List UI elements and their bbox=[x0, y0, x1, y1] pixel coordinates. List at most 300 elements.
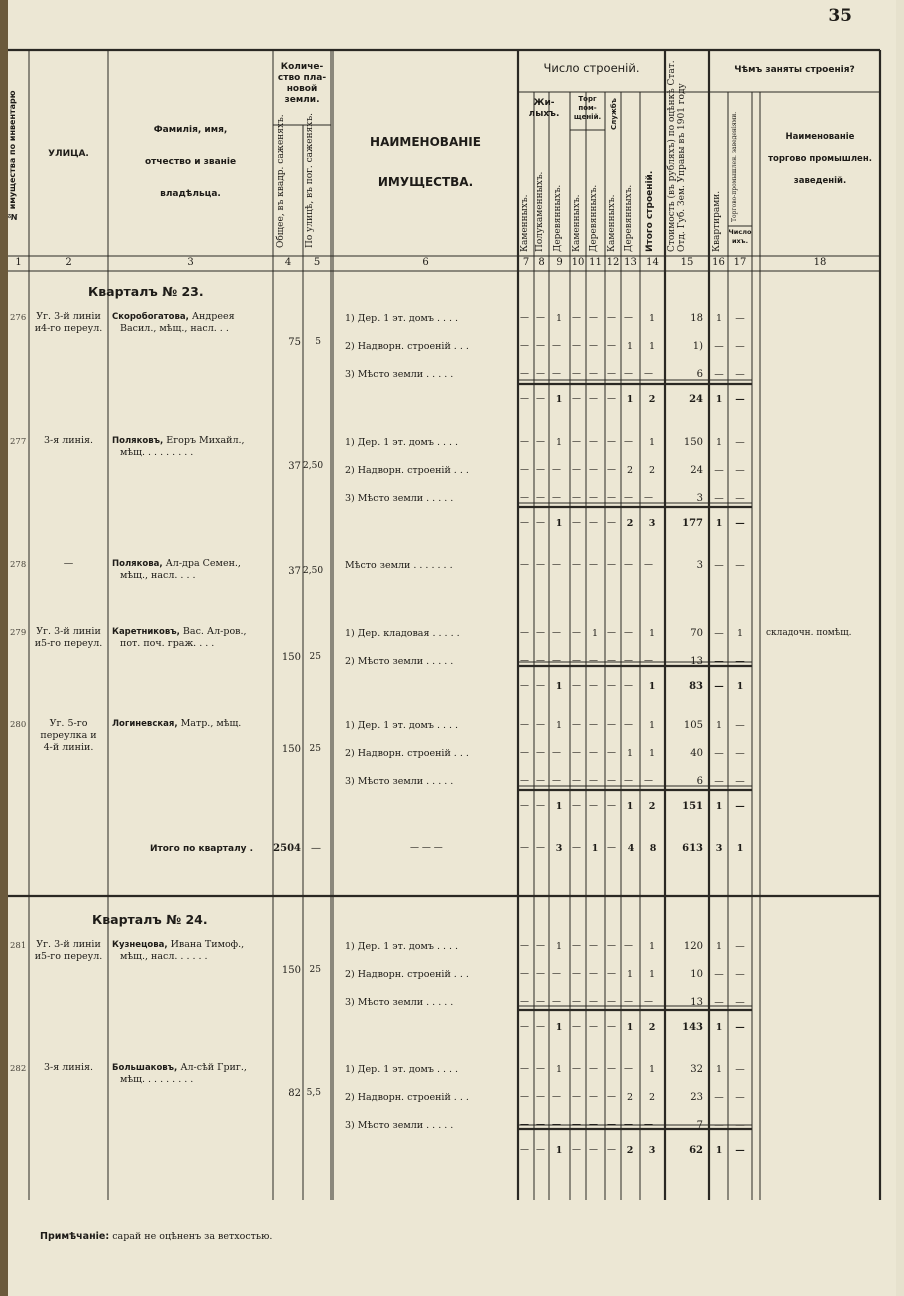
street-header: УЛИЦА. bbox=[48, 149, 89, 159]
col-number: 13 bbox=[624, 257, 637, 268]
property-item: 2) Надворн. строеній . . . bbox=[345, 969, 469, 980]
subtotal-wooden: 1 bbox=[555, 1022, 563, 1033]
cell-dash: — bbox=[589, 493, 598, 503]
street-frontage: 25 bbox=[309, 965, 321, 975]
cell-value: 10 bbox=[690, 969, 703, 980]
cell-dash: — bbox=[607, 628, 616, 638]
property-item: 2) Надворн. строеній . . . bbox=[345, 465, 469, 476]
trade-estab-header: Торгово-промышлен. заведеніями. bbox=[731, 111, 738, 222]
cell-value: 7 bbox=[696, 1120, 703, 1131]
subtotal-trade-count: — bbox=[735, 1022, 745, 1033]
cell-trade-count: — bbox=[735, 656, 745, 667]
cell-dash: — bbox=[536, 969, 545, 979]
cell-dash: — bbox=[536, 656, 545, 666]
cell-apartments: — bbox=[714, 465, 724, 476]
cell-apartments: — bbox=[714, 776, 724, 787]
cell-value: 3 bbox=[696, 560, 703, 571]
street-name: Уг. 3-й линіи и5-го переул. bbox=[34, 939, 103, 962]
cell-value: 6 bbox=[696, 369, 703, 380]
land-area: 75 bbox=[288, 337, 301, 348]
cell-dash: — bbox=[624, 437, 633, 447]
cell-dash: — bbox=[552, 1092, 561, 1102]
subtotal-dash: — bbox=[589, 681, 598, 691]
cell-wooden: 1 bbox=[555, 720, 563, 731]
cell-dash: — bbox=[572, 656, 581, 666]
subtotal-dash: — bbox=[624, 681, 633, 691]
col-number: 7 bbox=[522, 257, 530, 268]
cell-dash: — bbox=[520, 560, 529, 570]
cell-dash: — bbox=[552, 997, 561, 1007]
land-area: 150 bbox=[281, 652, 301, 663]
cell-dash: — bbox=[520, 313, 529, 323]
subtotal-total: 3 bbox=[648, 518, 656, 529]
cell-dash: — bbox=[607, 313, 616, 323]
cell-value: 13 bbox=[690, 656, 703, 667]
cell-dash: — bbox=[624, 776, 633, 786]
cell-dash: — bbox=[520, 776, 529, 786]
cell-dash: — bbox=[552, 493, 561, 503]
cell-apartments: 1 bbox=[715, 313, 723, 324]
quarter-total-dash: — bbox=[536, 843, 545, 853]
cell-trade-count: — bbox=[735, 493, 745, 504]
cell-dash: — bbox=[589, 465, 598, 475]
cell-trade-count: — bbox=[735, 776, 745, 787]
cell-dash: — bbox=[644, 369, 653, 379]
col-halfstone-header: Полукаменныхъ. bbox=[535, 171, 545, 252]
cell-value: 3 bbox=[696, 493, 703, 504]
cell-trade-count: — bbox=[735, 465, 745, 476]
cell-dash: — bbox=[607, 720, 616, 730]
street-frontage: 25 bbox=[309, 744, 321, 754]
cell-trade-count: — bbox=[735, 997, 745, 1008]
subtotal-value: 151 bbox=[682, 801, 703, 812]
quarter-total-label: Итого по кварталу . bbox=[150, 844, 254, 854]
cell-value: 40 bbox=[690, 748, 703, 759]
cell-trade-count: — bbox=[735, 720, 745, 731]
subtotal-dash: — bbox=[536, 1022, 545, 1032]
cell-dash: — bbox=[536, 1064, 545, 1074]
cell-dash: — bbox=[644, 560, 653, 570]
property-item: 3) Мѣсто земли . . . . . bbox=[345, 369, 454, 380]
subtotal-dash: — bbox=[572, 1022, 581, 1032]
cell-total: 2 bbox=[648, 465, 656, 476]
cell-dash: — bbox=[607, 1092, 616, 1102]
subtotal-dash: — bbox=[589, 1022, 598, 1032]
cell-dash: — bbox=[572, 369, 581, 379]
cell-dash: — bbox=[552, 465, 561, 475]
cell-dash: — bbox=[536, 369, 545, 379]
subtotal-dash: — bbox=[536, 801, 545, 811]
quarter-total-value: 613 bbox=[682, 843, 703, 854]
subtotal-dash: — bbox=[572, 518, 581, 528]
cell-wooden: 1 bbox=[555, 941, 563, 952]
col-number: 9 bbox=[556, 257, 563, 268]
quarter-total-q17: 1 bbox=[736, 843, 744, 854]
inventory-number: 277 bbox=[10, 437, 27, 447]
owner-name: Скоробогатова, Андреея Васил., мѣщ., насл. . . bbox=[112, 311, 235, 334]
cell-dash: — bbox=[624, 1064, 633, 1074]
subtotal-dash: — bbox=[589, 1145, 598, 1155]
cell-dash: — bbox=[552, 776, 561, 786]
subtotal-value: 143 bbox=[682, 1022, 703, 1033]
cell-service: 1 bbox=[626, 341, 634, 352]
cell-dash: — bbox=[552, 1120, 561, 1130]
subtotal-dash: — bbox=[607, 1145, 616, 1155]
trade-premises-header: Торг пом- щеній. bbox=[573, 95, 602, 121]
cell-dash: — bbox=[520, 1092, 529, 1102]
cell-apartments: — bbox=[714, 997, 724, 1008]
land-area: 82 bbox=[288, 1088, 301, 1099]
cell-trade-count: 1 bbox=[736, 628, 744, 639]
land-street-header: По улицѣ, въ пог. саженяхъ. bbox=[305, 113, 315, 248]
subtotal-dash: — bbox=[572, 801, 581, 811]
subtotal-service: 2 bbox=[626, 518, 634, 529]
inventory-number: 278 bbox=[10, 560, 27, 570]
subtotal-service: 2 bbox=[626, 1145, 634, 1156]
subtotal-dash: — bbox=[572, 1145, 581, 1155]
street-name: — bbox=[63, 558, 74, 569]
cell-total: 1 bbox=[648, 437, 656, 448]
cell-value: 6 bbox=[696, 776, 703, 787]
col-number: 5 bbox=[313, 257, 321, 268]
cell-trade-count: — bbox=[735, 1092, 745, 1103]
subtotal-dash: — bbox=[572, 394, 581, 404]
col-stone-header: Каменныхъ. bbox=[520, 194, 530, 252]
cell-wooden: 1 bbox=[555, 1064, 563, 1075]
cell-dash: — bbox=[607, 437, 616, 447]
cell-value: 18 bbox=[690, 313, 703, 324]
cell-dash: — bbox=[607, 969, 616, 979]
col-number: 17 bbox=[733, 257, 747, 268]
value-header: Стоимость (въ рубляхъ) по оцѣнкѣ Стат. Отд. Губ. Зем. Управы въ 1901 году bbox=[667, 60, 687, 252]
cell-value: 105 bbox=[683, 720, 703, 731]
cell-apartments: — bbox=[714, 369, 724, 380]
street-name: Уг. 3-й линіи и4-го переул. bbox=[34, 311, 103, 334]
cell-dash: — bbox=[644, 1120, 653, 1130]
cell-total: 1 bbox=[648, 628, 656, 639]
cell-service: 2 bbox=[626, 1092, 634, 1103]
cell-dash: — bbox=[572, 493, 581, 503]
cell-dash: — bbox=[520, 1120, 529, 1130]
land-area: 37 bbox=[288, 461, 301, 472]
cell-dash: — bbox=[520, 628, 529, 638]
cell-dash: — bbox=[589, 748, 598, 758]
cell-service: 1 bbox=[626, 748, 634, 759]
subtotal-value: 62 bbox=[689, 1145, 703, 1156]
quarter-total-dash: — bbox=[520, 843, 529, 853]
cell-dash: — bbox=[536, 341, 545, 351]
cell-dash: — bbox=[624, 628, 633, 638]
col-number: 8 bbox=[538, 257, 545, 268]
cell-dash: — bbox=[589, 1092, 598, 1102]
subtotal-dash: — bbox=[589, 394, 598, 404]
property-item: 3) Мѣсто земли . . . . . bbox=[345, 1120, 454, 1131]
street-name: Уг. 5-го переулка и 4-й линіи. bbox=[40, 718, 97, 753]
cell-dash: — bbox=[572, 1092, 581, 1102]
property-item: 1) Дер. 1 эт. домъ . . . . bbox=[345, 437, 459, 448]
subtotal-value: 177 bbox=[682, 518, 703, 529]
subtotal-apartments: 1 bbox=[715, 518, 723, 529]
cell-dash: — bbox=[607, 776, 616, 786]
cell-dash: — bbox=[536, 720, 545, 730]
cell-dash: — bbox=[589, 1064, 598, 1074]
cell-trade-wooden: 1 bbox=[591, 628, 599, 639]
cell-total: 1 bbox=[648, 941, 656, 952]
subtotal-total: 2 bbox=[648, 394, 656, 405]
subtotal-dash: — bbox=[520, 1022, 529, 1032]
cell-value: 23 bbox=[690, 1092, 703, 1103]
inventory-number: 279 bbox=[10, 628, 27, 638]
cell-dash: — bbox=[520, 465, 529, 475]
subtotal-trade-count: — bbox=[735, 518, 745, 529]
subtotal-dash: — bbox=[536, 681, 545, 691]
subtotal-trade-count: — bbox=[735, 1145, 745, 1156]
property-item: 1) Дер. 1 эт. домъ . . . . bbox=[345, 941, 459, 952]
subtotal-total: 2 bbox=[648, 801, 656, 812]
quarter-total-trade-wood: 1 bbox=[591, 843, 599, 854]
cell-dash: — bbox=[552, 369, 561, 379]
cell-apartments: 1 bbox=[715, 1064, 723, 1075]
inventory-number: 282 bbox=[10, 1064, 27, 1074]
street-name: 3-я линія. bbox=[43, 1062, 94, 1073]
cell-dash: — bbox=[520, 1064, 529, 1074]
cell-dash: — bbox=[624, 941, 633, 951]
cell-dash: — bbox=[552, 969, 561, 979]
cell-dash: — bbox=[520, 656, 529, 666]
cell-dash: — bbox=[624, 656, 633, 666]
cell-dash: — bbox=[589, 341, 598, 351]
quarter-total-buildings: 8 bbox=[649, 843, 657, 854]
cell-dash: — bbox=[572, 437, 581, 447]
owner-name: Большаковъ, Ал-сѣй Григ., мѣщ. . . . . . . . . bbox=[112, 1062, 247, 1085]
cell-trade-count: — bbox=[735, 1120, 745, 1131]
cell-trade-count: — bbox=[735, 341, 745, 352]
cell-trade-count: — bbox=[735, 369, 745, 380]
col-stone2-header: Каменныхъ. bbox=[572, 194, 582, 252]
land-area: 150 bbox=[281, 744, 301, 755]
subtotal-service: 1 bbox=[626, 1022, 634, 1033]
cell-total: 1 bbox=[648, 969, 656, 980]
col-wooden2-header: Деревянныхъ. bbox=[589, 184, 599, 252]
subtotal-dash: — bbox=[589, 518, 598, 528]
cell-dash: — bbox=[572, 465, 581, 475]
subtotal-dash: — bbox=[607, 1022, 616, 1032]
cell-dash: — bbox=[552, 341, 561, 351]
col-number: 4 bbox=[284, 257, 292, 268]
cell-dash: — bbox=[520, 748, 529, 758]
cell-dash: — bbox=[552, 560, 561, 570]
subtotal-apartments: — bbox=[714, 681, 724, 692]
cell-apartments: — bbox=[714, 560, 724, 571]
cell-total: 1 bbox=[648, 1064, 656, 1075]
subtotal-wooden: 1 bbox=[555, 1145, 563, 1156]
cell-dash: — bbox=[572, 941, 581, 951]
cell-dash: — bbox=[536, 437, 545, 447]
cell-trade-count: — bbox=[735, 748, 745, 759]
trade-establishment-name: складочн. помѣщ. bbox=[766, 628, 852, 638]
cell-dash: — bbox=[589, 1120, 598, 1130]
cell-dash: — bbox=[644, 776, 653, 786]
cell-dash: — bbox=[536, 776, 545, 786]
subtotal-dash: — bbox=[536, 394, 545, 404]
cell-trade-count: — bbox=[735, 941, 745, 952]
subtotal-dash: — bbox=[536, 1145, 545, 1155]
land-area: 150 bbox=[281, 965, 301, 976]
cell-dash: — bbox=[644, 997, 653, 1007]
cell-dash: — bbox=[607, 465, 616, 475]
subtotal-total: 3 bbox=[648, 1145, 656, 1156]
cell-dash: — bbox=[536, 1120, 545, 1130]
cell-dash: — bbox=[572, 720, 581, 730]
subtotal-total: 2 bbox=[648, 1022, 656, 1033]
cell-dash: — bbox=[589, 656, 598, 666]
property-item: 1) Дер. 1 эт. домъ . . . . bbox=[345, 720, 459, 731]
col-number: 3 bbox=[187, 257, 194, 268]
buildings-count-header: Число строеній. bbox=[543, 61, 640, 75]
col-wooden3-header: Деревянныхъ. bbox=[624, 184, 634, 252]
cell-trade-count: — bbox=[735, 560, 745, 571]
subtotal-dash: — bbox=[607, 518, 616, 528]
quarter-total-wood: 3 bbox=[555, 843, 563, 854]
cell-dash: — bbox=[624, 493, 633, 503]
property-item: 1) Дер. 1 эт. домъ . . . . bbox=[345, 313, 459, 324]
cell-trade-count: — bbox=[735, 969, 745, 980]
subtotal-total: 1 bbox=[648, 681, 656, 692]
cell-dash: — bbox=[572, 969, 581, 979]
subtotal-dash: — bbox=[607, 394, 616, 404]
cell-value: 32 bbox=[690, 1064, 703, 1075]
street-frontage: 5,5 bbox=[306, 1088, 321, 1098]
cell-service: 2 bbox=[626, 465, 634, 476]
owner-name: Каретниковъ, Вас. Ал-ров., пот. поч. граж. . . . bbox=[112, 626, 247, 649]
subtotal-dash: — bbox=[607, 681, 616, 691]
quarter-total-area: 2504 bbox=[273, 843, 301, 854]
property-item: 1) Дер. 1 эт. домъ . . . . bbox=[345, 1064, 459, 1075]
cell-apartments: — bbox=[714, 1120, 724, 1131]
cell-dash: — bbox=[607, 341, 616, 351]
cell-dash: — bbox=[607, 656, 616, 666]
subtotal-apartments: 1 bbox=[715, 394, 723, 405]
cell-dash: — bbox=[520, 341, 529, 351]
inventory-number: 280 bbox=[10, 720, 27, 730]
subtotal-wooden: 1 bbox=[555, 681, 563, 692]
quarter-title: Кварталъ № 24. bbox=[92, 912, 208, 927]
cell-total: 1 bbox=[648, 341, 656, 352]
cell-dash: — bbox=[624, 560, 633, 570]
inventory-number: 281 bbox=[10, 941, 27, 951]
cell-total: 1 bbox=[648, 748, 656, 759]
cell-total: 2 bbox=[648, 1092, 656, 1103]
cell-dash: — bbox=[589, 369, 598, 379]
street-name: 3-я линія. bbox=[43, 435, 94, 446]
subtotal-wooden: 1 bbox=[555, 801, 563, 812]
cell-dash: — bbox=[536, 941, 545, 951]
subtotal-dash: — bbox=[572, 681, 581, 691]
subtotal-dash: — bbox=[589, 801, 598, 811]
owner-name: Кузнецова, Ивана Тимоф., мѣщ., насл. . . . . . bbox=[112, 939, 245, 962]
street-frontage: 5 bbox=[315, 337, 321, 347]
cell-dash: — bbox=[589, 997, 598, 1007]
col-number: 15 bbox=[680, 257, 694, 268]
residential-header: Жи- лыхъ. bbox=[528, 98, 560, 119]
subtotal-dash: — bbox=[520, 1145, 529, 1155]
cell-dash: — bbox=[536, 313, 545, 323]
cell-dash: — bbox=[520, 437, 529, 447]
cell-dash: — bbox=[572, 997, 581, 1007]
col-number: 14 bbox=[646, 257, 659, 268]
property-item: 1) Дер. кладовая . . . . . bbox=[345, 628, 460, 639]
cell-value: 24 bbox=[690, 465, 703, 476]
cell-dash: — bbox=[624, 997, 633, 1007]
subtotal-apartments: 1 bbox=[715, 1145, 723, 1156]
property-item: 3) Мѣсто земли . . . . . bbox=[345, 776, 454, 787]
cell-dash: — bbox=[536, 465, 545, 475]
subtotal-apartments: 1 bbox=[715, 801, 723, 812]
cell-trade-count: — bbox=[735, 313, 745, 324]
cell-dash: — bbox=[589, 776, 598, 786]
subtotal-value: 24 bbox=[689, 394, 703, 405]
cell-apartments: — bbox=[714, 628, 724, 639]
street-frontage: 2,50 bbox=[303, 461, 324, 471]
col-number: 16 bbox=[712, 257, 725, 268]
cell-dash: — bbox=[572, 748, 581, 758]
cell-trade-count: — bbox=[735, 1064, 745, 1075]
page-number: 35 bbox=[828, 6, 852, 26]
subtotal-dash: — bbox=[520, 394, 529, 404]
col-number: 1 bbox=[15, 257, 22, 268]
cell-apartments: 1 bbox=[715, 437, 723, 448]
cell-value: 13 bbox=[690, 997, 703, 1008]
cell-dash: — bbox=[520, 720, 529, 730]
cell-dash: — bbox=[572, 1064, 581, 1074]
property-item: 3) Мѣсто земли . . . . . bbox=[345, 997, 454, 1008]
col-number: 6 bbox=[422, 257, 429, 268]
cell-dash: — bbox=[536, 1092, 545, 1102]
footnote-label: Примѣчаніе: bbox=[40, 1231, 110, 1242]
cell-dash: — bbox=[572, 341, 581, 351]
subtotal-apartments: 1 bbox=[715, 1022, 723, 1033]
owner-name: Поляковъ, Егоръ Михайл., мѣщ. . . . . . . . . bbox=[112, 435, 245, 458]
cell-dash: — bbox=[572, 1120, 581, 1130]
cell-apartments: — bbox=[714, 493, 724, 504]
subtotal-dash: — bbox=[520, 801, 529, 811]
cell-apartments: 1 bbox=[715, 941, 723, 952]
cell-total: 1 bbox=[648, 313, 656, 324]
cell-dash: — bbox=[607, 493, 616, 503]
cell-dash: — bbox=[644, 656, 653, 666]
col-number: 11 bbox=[589, 257, 602, 268]
quarter-title: Кварталъ № 23. bbox=[88, 284, 204, 299]
property-item: 2) Надворн. строеній . . . bbox=[345, 748, 469, 759]
cell-apartments: — bbox=[714, 341, 724, 352]
owner-name: Логиневская, Матр., мѣщ. bbox=[112, 718, 242, 729]
cell-dash: — bbox=[607, 941, 616, 951]
property-item: 2) Надворн. строеній . . . bbox=[345, 1092, 469, 1103]
footnote-text: сарай не оцѣненъ за ветхостью. bbox=[112, 1231, 273, 1242]
cell-dash: — bbox=[589, 313, 598, 323]
cell-dash: — bbox=[572, 313, 581, 323]
cell-dash: — bbox=[520, 997, 529, 1007]
street-frontage: 2,50 bbox=[303, 566, 324, 576]
cell-apartments: — bbox=[714, 1092, 724, 1103]
cell-wooden: 1 bbox=[555, 313, 563, 324]
cell-dash: — bbox=[520, 493, 529, 503]
subtotal-trade-count: 1 bbox=[736, 681, 744, 692]
cell-dash: — bbox=[552, 628, 561, 638]
cell-dash: — bbox=[589, 720, 598, 730]
cell-dash: — bbox=[607, 997, 616, 1007]
col-number: 18 bbox=[813, 257, 827, 268]
